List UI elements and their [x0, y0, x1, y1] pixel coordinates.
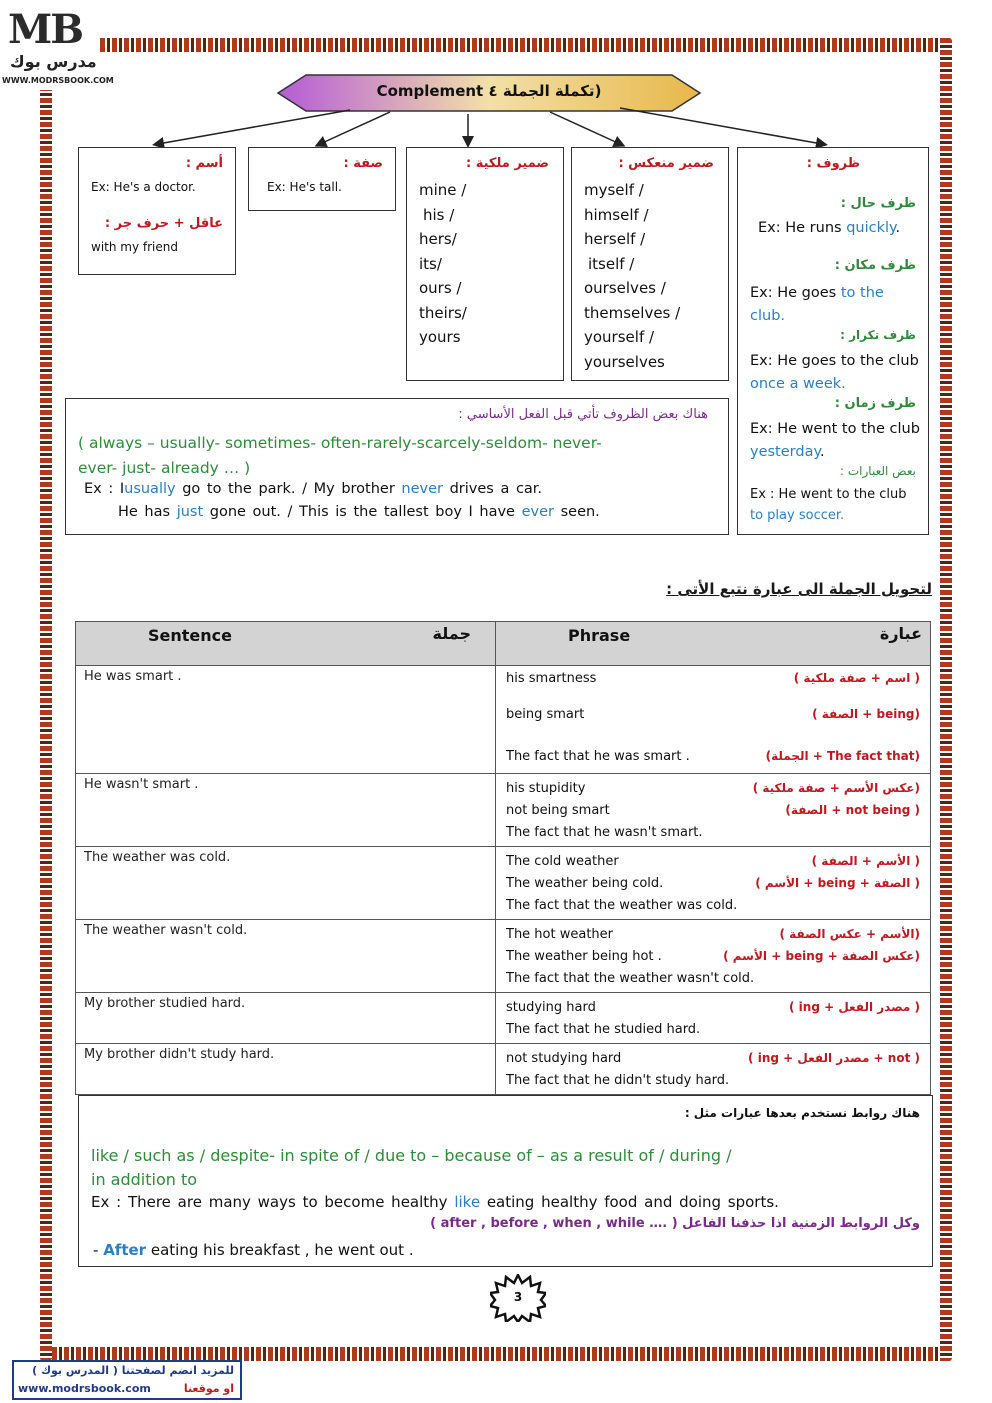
phrase-label: بعض العبارات :: [840, 464, 916, 478]
noun-example: Ex: He's a doctor.: [91, 180, 196, 194]
footer-stamp[interactable]: [12, 1360, 242, 1400]
time-connectors-note: [430, 1216, 920, 1231]
phrase-rule: ( الأسم + الصفة ): [811, 854, 920, 868]
place-ex-text: Ex: He goes: [750, 285, 837, 301]
table-row: [76, 774, 931, 847]
phrase-rule: (The fact that + الجملة): [765, 749, 920, 763]
sentence-cell: [76, 774, 496, 847]
connectors-arabic: هناك روابط نستخدم بعدها عبارات مثل :: [684, 1106, 920, 1120]
phrase-line: [506, 923, 920, 945]
sentence-text: He was smart .: [84, 669, 182, 684]
connectors-list-line2: in addition to: [91, 1170, 198, 1189]
phrase-cell: [496, 774, 931, 847]
ex2-adverb: ever: [521, 504, 554, 520]
phrase-cell: [496, 666, 931, 774]
ex1-adverb: usually: [124, 481, 176, 497]
phrase-text: being smart: [506, 707, 585, 722]
possessive-item: hers/: [419, 230, 457, 248]
possessive-item: its/: [419, 254, 442, 273]
phrase-text: The fact that he was smart .: [506, 748, 690, 764]
ex2-part: seen.: [560, 504, 600, 520]
sentence-header: [76, 622, 496, 666]
phrase-line: [506, 1047, 920, 1069]
logo: [2, 2, 114, 90]
phrase-rule: ( not being + الصفة): [785, 803, 920, 817]
noun-sub-heading: عاقل + حرف جر :: [104, 216, 223, 231]
reflexive-item: itself /: [588, 254, 635, 273]
phrase-header-en: Phrase: [568, 626, 631, 645]
logo-arabic: مدرس بوك: [10, 52, 97, 71]
possessive-heading: ضمير ملكية :: [465, 156, 549, 171]
table-row: [76, 920, 931, 993]
sentence-header-ar: جملة: [432, 624, 471, 643]
reflexive-item: yourselves: [584, 352, 665, 371]
phrase-line: [506, 945, 920, 967]
connectors-ex2-word: After: [103, 1241, 147, 1259]
branch-arrows: [150, 100, 850, 150]
ex2-adverb: just: [176, 504, 204, 520]
possessive-list: [419, 178, 467, 350]
title-number: ٤): [488, 82, 602, 100]
phrase-cell: [496, 1044, 931, 1095]
table-header-row: [76, 622, 931, 666]
time-ex-text: Ex: He went to the club: [750, 421, 920, 437]
phrase-text: his stupidity: [506, 780, 586, 796]
border-bottom: [40, 1347, 952, 1361]
phrase-text: studying hard: [506, 999, 596, 1015]
phrase-text: not being smart: [506, 802, 610, 818]
phrase-line: [506, 707, 920, 745]
logo-url: WWW.MODRSBOOK.COM: [2, 76, 114, 85]
possessive-item: mine /: [419, 181, 467, 199]
section-heading: لتحويل الجملة الى عبارة نتبع الأتى :: [666, 580, 932, 598]
phrase-line: [506, 799, 920, 821]
possessive-box: [406, 147, 564, 381]
time-connectors-arabic: وكل الروابط الزمنية اذا حذفنا الفاعل: [682, 1216, 920, 1231]
phrase-rule: (عكس الأسم + صفة ملكية ): [752, 781, 920, 795]
noun-heading: أسم :: [185, 156, 223, 171]
reflexive-heading: ضمير منعكس :: [618, 156, 714, 171]
connectors-box: [78, 1095, 933, 1267]
sentence-cell: [76, 993, 496, 1044]
phrase-rule: ( not + مصدر الفعل + ing ): [748, 1051, 920, 1065]
sentence-cell: [76, 920, 496, 993]
ex2-part: gone out. / This is the tallest boy I have: [209, 504, 515, 520]
phrase-line: [506, 894, 920, 916]
adverb-list: [78, 431, 602, 481]
phrase-text: The fact that he studied hard.: [506, 1021, 701, 1037]
connectors-ex-word: like: [454, 1193, 481, 1211]
sentence-header-en: Sentence: [148, 626, 232, 645]
phrase-header: [496, 622, 931, 666]
title-text: [276, 82, 702, 100]
phrase-text: The weather being hot .: [506, 948, 662, 964]
reflexive-item: themselves /: [584, 303, 681, 322]
phrase-rule: ( الصفة + being + الأسم ): [755, 876, 920, 890]
freq-example: [750, 350, 920, 396]
phrase-ex-text: Ex : He went to the club: [750, 487, 907, 502]
reflexive-box: [571, 147, 729, 381]
table-row: [76, 847, 931, 920]
freq-ex-text: Ex: He goes to the club: [750, 353, 919, 369]
reflexive-list: [584, 178, 680, 374]
time-end: .: [819, 444, 825, 460]
phrase-line: [506, 996, 920, 1018]
time-label: ظرف زمان :: [834, 396, 916, 411]
phrase-line: [506, 850, 920, 872]
connectors-ex2-dash: -: [93, 1241, 99, 1259]
connectors-example-2: [93, 1241, 414, 1259]
freq-word: once a week.: [750, 376, 846, 392]
adverb-example-2: [118, 504, 600, 520]
footer-url[interactable]: www.modrsbook.com: [18, 1382, 151, 1395]
phrase-line: [506, 821, 920, 843]
footer-line1: للمزيد انضم لصفحتنا ( المدرس بوك ): [32, 1364, 234, 1377]
title-english: Complement: [376, 82, 484, 100]
noun-sub-example: with my friend: [91, 240, 178, 254]
phrase-header-ar: عبارة: [879, 624, 922, 643]
manner-example: [758, 220, 900, 236]
connectors-ex-part: Ex : There are many ways to become healthy: [91, 1193, 448, 1211]
phrase-cell: [496, 847, 931, 920]
sentence-text: He wasn't smart .: [84, 777, 199, 792]
sentence-text: My brother studied hard.: [84, 996, 246, 1011]
possessive-item: yours: [419, 328, 461, 346]
phrase-rule: ( اسم + صفة ملكية ): [793, 671, 920, 685]
phrase-cell: [496, 993, 931, 1044]
phrase-rule: ( مصدر الفعل + ing ): [788, 1000, 920, 1014]
phrase-text: his smartness: [506, 671, 597, 686]
manner-end: .: [895, 220, 901, 236]
adjective-heading: صفة :: [343, 156, 383, 171]
place-label: ظرف مكان :: [834, 258, 916, 273]
table-row: [76, 666, 931, 774]
sentence-cell: [76, 1044, 496, 1095]
reflexive-item: himself /: [584, 205, 649, 224]
phrase-text: The hot weather: [506, 926, 614, 942]
connectors-list-line1: like / such as / despite- in spite of / due to – because of – as a result of / during /: [91, 1146, 732, 1165]
ex2-part: He has: [118, 504, 171, 520]
connectors-ex-part: eating healthy food and doing sports.: [486, 1193, 779, 1211]
connectors-list: [91, 1144, 732, 1192]
adverbs-heading: ظروف :: [806, 156, 860, 171]
sentence-text: My brother didn't study hard.: [84, 1047, 275, 1062]
sentence-cell: [76, 666, 496, 774]
noun-box: [78, 147, 236, 275]
possessive-item: ours /: [419, 279, 462, 297]
place-word: to the club.: [750, 285, 884, 324]
ex1-part: Ex : I: [84, 481, 125, 497]
phrase-text: The fact that he didn't study hard.: [506, 1072, 730, 1088]
phrase-text: The cold weather: [506, 853, 619, 869]
freq-label: ظرف تكرار :: [840, 328, 916, 342]
adverb-note-box: [65, 398, 729, 535]
connectors-ex2-part: eating his breakfast , he went out .: [150, 1241, 414, 1259]
border-left: [40, 38, 52, 1361]
adverb-example-1: [84, 481, 542, 497]
adverb-note-arabic: هناك بعض الظروف تأتي قبل الفعل الأساسي :: [458, 407, 708, 422]
page-number: 3: [513, 1290, 523, 1304]
phrase-text: The fact that the weather was cold.: [506, 897, 738, 913]
phrase-text: The fact that the weather wasn't cold.: [506, 970, 755, 986]
phrase-line: [506, 669, 920, 707]
phrase-text: The weather being cold.: [506, 875, 664, 891]
reflexive-item: ourselves /: [584, 279, 666, 297]
ex1-part: drives a car.: [449, 481, 543, 497]
reflexive-item: herself /: [584, 230, 646, 248]
sentence-text: The weather wasn't cold.: [84, 923, 248, 938]
conversion-table: [75, 621, 931, 1095]
table-row: [76, 993, 931, 1044]
phrase-line: [506, 1069, 920, 1091]
place-example: [750, 282, 915, 328]
sentence-cell: [76, 847, 496, 920]
phrase-line: [506, 967, 920, 989]
phrase-line: [506, 745, 920, 767]
time-connectors-list: ( after , before , when , while …. ): [430, 1216, 678, 1231]
possessive-item: his /: [423, 205, 455, 224]
phrase-word: to play soccer.: [750, 508, 845, 523]
adverb-list-line1: ( always – usually- sometimes- often-rarely-scarcely-seldom- never-: [78, 434, 602, 452]
manner-ex-text: Ex: He runs: [758, 220, 842, 236]
manner-word: quickly: [846, 220, 896, 236]
time-word: yesterday: [750, 444, 820, 460]
phrase-rule: (الأسم + عكس الصفة ): [779, 927, 920, 941]
title-arabic: تكملة الجملة: [502, 82, 595, 100]
adjective-example: Ex: He's tall.: [267, 180, 342, 194]
page-number-badge: [490, 1274, 546, 1322]
possessive-item: theirs/: [419, 303, 467, 322]
sentence-text: The weather was cold.: [84, 850, 231, 865]
phrase-rule: (عكس الصفة + being + الأسم ): [723, 949, 920, 963]
phrase-line: [506, 872, 920, 894]
ex1-adverb: never: [401, 481, 443, 497]
time-example: [750, 418, 920, 464]
adverb-list-line2: ever- just- already … ): [78, 459, 251, 477]
phrase-rule: (being + الصفة ): [812, 707, 920, 721]
manner-label: ظرف حال :: [840, 196, 916, 211]
footer-line2: او موقعنا: [183, 1382, 234, 1395]
reflexive-item: myself /: [584, 181, 644, 199]
phrase-cell: [496, 920, 931, 993]
logo-mark: MB: [8, 6, 83, 53]
adverbs-box: [737, 147, 929, 535]
adjective-box: [248, 147, 396, 211]
border-right: [940, 38, 952, 1361]
phrase-example: [750, 484, 920, 526]
phrase-text: The fact that he wasn't smart.: [506, 824, 703, 840]
connectors-example: [91, 1193, 779, 1211]
border-top: [40, 38, 952, 52]
table-row: [76, 1044, 931, 1095]
phrase-line: [506, 1018, 920, 1040]
phrase-text: not studying hard: [506, 1050, 622, 1066]
phrase-line: [506, 777, 920, 799]
ex1-part: go to the park. / My brother: [182, 481, 395, 497]
reflexive-item: yourself /: [584, 328, 655, 346]
